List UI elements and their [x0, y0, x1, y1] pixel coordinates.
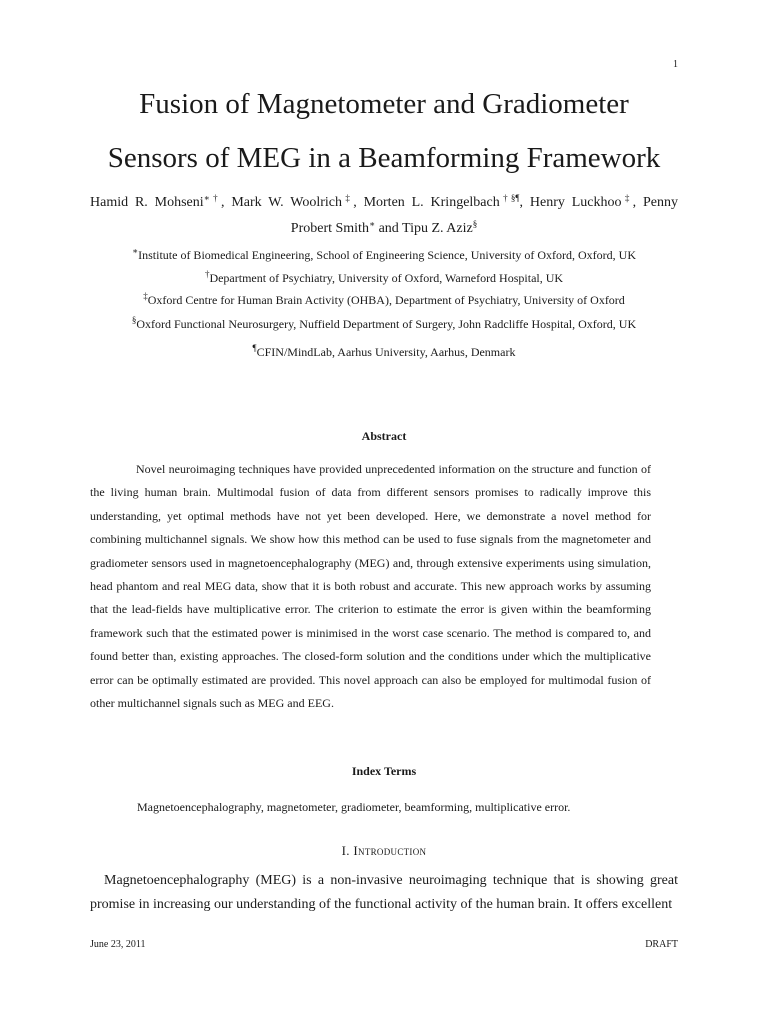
paper-title-line-1: Fusion of Magnetometer and Gradiometer [139, 88, 629, 120]
section-title: Introduction [353, 843, 427, 858]
abstract-text: Novel neuroimaging techniques have provided unprecedented information on the structure and function of the living human brain. Multimodal fusion of data from different sensors promises to radically improve this understanding, yet optimal methods have not yet been developed. Here, we demonstrate a novel method for combining multichannel signals. We show how this method can be used to fuse signals from the magnetometer and gradiometer sensors used in magnetoencephalography (MEG) and, through extensive experiments using simulation, head phantom and real MEG data, show that it is both robust and accurate. This new approach works by assuming that the lead-fields have multiplicative error. The criterion to estimate the error is given within the beamforming framework such that the estimated power is minimised in the worst case scenario. The method is compared to, and found better than, existing approaches. The closed-form solution and the conditions under which the multiplicative error can be optimally estimated are provided. This novel approach can also be employed for multimodal fusion of other multichannel signals such as MEG and EEG. [90, 462, 651, 711]
author-line-1 [90, 195, 678, 211]
introduction-text: Magnetoencephalography (MEG) is a non-invasive neuroimaging technique that is showing great promise in increasing our understanding of the functional activity of the human brain. It offers excellent [90, 873, 678, 912]
author-name: , Morten L. Kringelbach [353, 195, 500, 210]
affiliation-mark: § [131, 315, 137, 326]
footer-draft-label: DRAFT [645, 939, 678, 950]
section-number: I. [341, 843, 350, 858]
affiliation-3 [90, 293, 678, 308]
author-line-2 [90, 221, 678, 237]
affiliation-mark: ‡ [342, 193, 354, 204]
affiliation-mark: ∗ [368, 219, 376, 230]
footer-date: June 23, 2011 [90, 939, 146, 950]
affiliation-text: Department of Psychiatry, University of Oxford, Warneford Hospital, UK [209, 271, 564, 285]
affiliation-mark: ‡ [143, 291, 148, 302]
author-name: and Tipu Z. Aziz [375, 221, 473, 236]
affiliation-text: Oxford Centre for Human Brain Activity (OHBA), Department of Psychiatry, University of Oxford [147, 293, 625, 307]
author-name: , Penny [632, 195, 679, 210]
author-name: , Henry Luckhoo [519, 195, 622, 210]
paper-title-line-2: Sensors of MEG in a Beamforming Framework [107, 142, 661, 174]
affiliation-5 [90, 345, 678, 360]
affiliation-mark: § [472, 219, 478, 230]
affiliation-4 [90, 317, 678, 332]
affiliation-mark: ¶ [252, 343, 257, 354]
index-terms-text: Magnetoencephalography, magnetometer, gradiometer, beamforming, multiplicative error. [137, 800, 571, 814]
affiliation-text: Oxford Functional Neurosurgery, Nuffield Department of Surgery, John Radcliffe Hospital, Oxford, UK [136, 317, 637, 331]
affiliation-mark: ‡ [621, 193, 633, 204]
affiliation-mark: † [204, 269, 210, 280]
author-name: Probert Smith [290, 221, 369, 236]
affiliation-text: Institute of Biomedical Engineering, School of Engineering Science, University of Oxford, Oxford, UK [138, 248, 636, 262]
affiliation-2 [90, 271, 678, 286]
affiliation-mark: ∗ [131, 246, 139, 257]
affiliation-mark: ∗† [203, 193, 221, 204]
page-number: 1 [673, 59, 678, 70]
affiliation-text: CFIN/MindLab, Aarhus University, Aarhus, Denmark [256, 345, 516, 359]
abstract-heading: Abstract [361, 429, 407, 443]
affiliation-1 [90, 248, 678, 263]
affiliation-mark: †§¶ [499, 193, 520, 204]
index-terms-heading: Index Terms [351, 764, 417, 778]
author-name: Hamid R. Mohseni [90, 195, 204, 210]
section-heading-introduction [0, 843, 768, 859]
author-name: , Mark W. Woolrich [220, 195, 343, 210]
